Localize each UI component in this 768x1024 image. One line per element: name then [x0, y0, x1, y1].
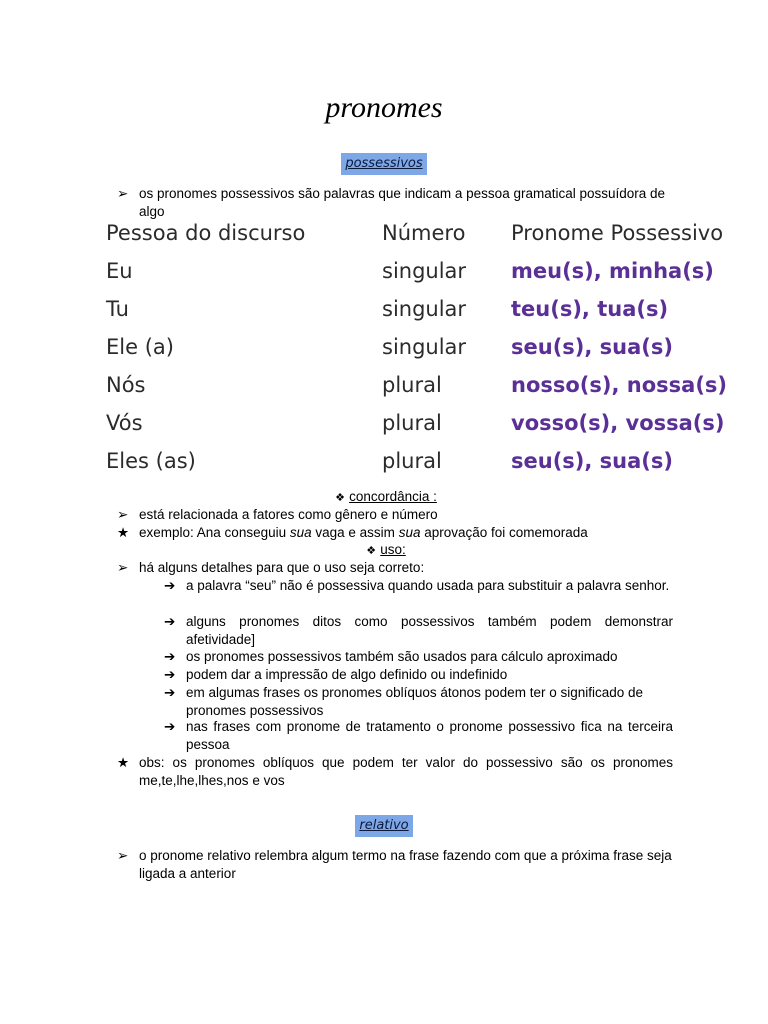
section-heading-relativo — [0, 815, 768, 837]
arrow-bullet-icon: ➔ — [164, 578, 176, 593]
diamond-bullet-icon: ❖ — [335, 491, 346, 504]
exemplo-part: aprovação foi comemorada — [420, 525, 588, 540]
table-cell: seu(s), sua(s) — [511, 335, 673, 359]
table-row — [106, 404, 727, 442]
bullet-arrowhead-icon: ➢ — [117, 186, 129, 201]
exemplo-text — [139, 524, 675, 542]
table-cell: meu(s), minha(s) — [511, 259, 714, 283]
table-header-cell: Número — [382, 221, 466, 245]
exemplo-part: exemplo: Ana conseguiu — [139, 525, 290, 540]
table-cell: teu(s), tua(s) — [511, 297, 669, 321]
uso-item: em algumas frases os pronomes oblíquos átonos podem ter o significado de pronomes possessivos — [186, 685, 644, 718]
table-cell: Eles (as) — [106, 449, 196, 473]
table-cell: plural — [382, 449, 442, 473]
table-row — [106, 328, 727, 366]
table-cell: Eu — [106, 259, 133, 283]
table-cell: Vós — [106, 411, 143, 435]
bullet-arrowhead-icon: ➢ — [117, 507, 129, 522]
intro-paragraph: os pronomes possessivos são palavras que indicam a pessoa gramatical possuídora de algo — [139, 186, 666, 219]
table-cell: Nós — [106, 373, 146, 397]
uso-item: nas frases com pronome de tratamento o pronome possessivo fica na terceira pessoa — [186, 719, 673, 752]
table-row — [106, 442, 727, 480]
table-cell: Ele (a) — [106, 335, 174, 359]
arrow-bullet-icon: ➔ — [164, 719, 176, 734]
possessive-pronoun-table — [106, 214, 727, 480]
uso-intro: há alguns detalhes para que o uso seja correto: — [139, 560, 425, 575]
table-cell: singular — [382, 297, 467, 321]
arrow-bullet-icon: ➔ — [164, 614, 176, 629]
uso-heading-label: uso: — [380, 542, 406, 557]
table-header-row — [106, 214, 727, 252]
star-bullet-icon: ★ — [117, 525, 130, 540]
concordancia-heading — [0, 488, 768, 507]
concordancia-text: está relacionada a fatores como gênero e número — [139, 507, 438, 522]
arrow-bullet-icon: ➔ — [164, 649, 176, 664]
table-row — [106, 252, 727, 290]
bullet-arrowhead-icon: ➢ — [117, 848, 129, 863]
section-heading-possessivos — [0, 153, 768, 175]
diamond-bullet-icon: ❖ — [366, 544, 377, 557]
uso-heading — [0, 541, 768, 560]
table-cell: singular — [382, 259, 467, 283]
bullet-arrowhead-icon: ➢ — [117, 560, 129, 575]
page-title: pronomes — [325, 91, 443, 124]
uso-item: podem dar a impressão de algo definido ou indefinido — [186, 667, 508, 682]
exemplo-part: vaga e assim — [311, 525, 399, 540]
table-cell: nosso(s), nossa(s) — [511, 373, 728, 397]
table-cell: plural — [382, 373, 442, 397]
table-cell: singular — [382, 335, 467, 359]
table-cell: Tu — [106, 297, 129, 321]
table-cell: plural — [382, 411, 442, 435]
table-row — [106, 366, 727, 404]
uso-item: alguns pronomes ditos como possessivos também podem demonstrar afetividade] — [186, 614, 673, 647]
table-row — [106, 290, 727, 328]
uso-item: a palavra “seu” não é possessiva quando usada para substituir a palavra senhor. — [186, 578, 670, 593]
concordancia-heading-label: concordância : — [349, 489, 437, 504]
exemplo-italic: sua — [289, 525, 312, 540]
table-cell: seu(s), sua(s) — [511, 449, 673, 473]
relativo-text: o pronome relativo relembra algum termo na frase fazendo com que a próxima frase seja ligada a anterior — [139, 848, 672, 881]
star-bullet-icon: ★ — [117, 755, 130, 770]
table-header-cell: Pronome Possessivo — [511, 221, 724, 245]
arrow-bullet-icon: ➔ — [164, 685, 176, 700]
table-header-cell: Pessoa do discurso — [106, 221, 306, 245]
table-cell: vosso(s), vossa(s) — [511, 411, 725, 435]
section-heading-label: possessivos — [341, 153, 426, 175]
exemplo-italic: sua — [398, 525, 421, 540]
uso-item: os pronomes possessivos também são usados para cálculo aproximado — [186, 649, 618, 664]
arrow-bullet-icon: ➔ — [164, 667, 176, 682]
section-heading-label: relativo — [355, 815, 412, 837]
obs-text: obs: os pronomes oblíquos que podem ter valor do possessivo são os pronomes me,te,lhe,lhes,nos e vos — [139, 755, 673, 788]
